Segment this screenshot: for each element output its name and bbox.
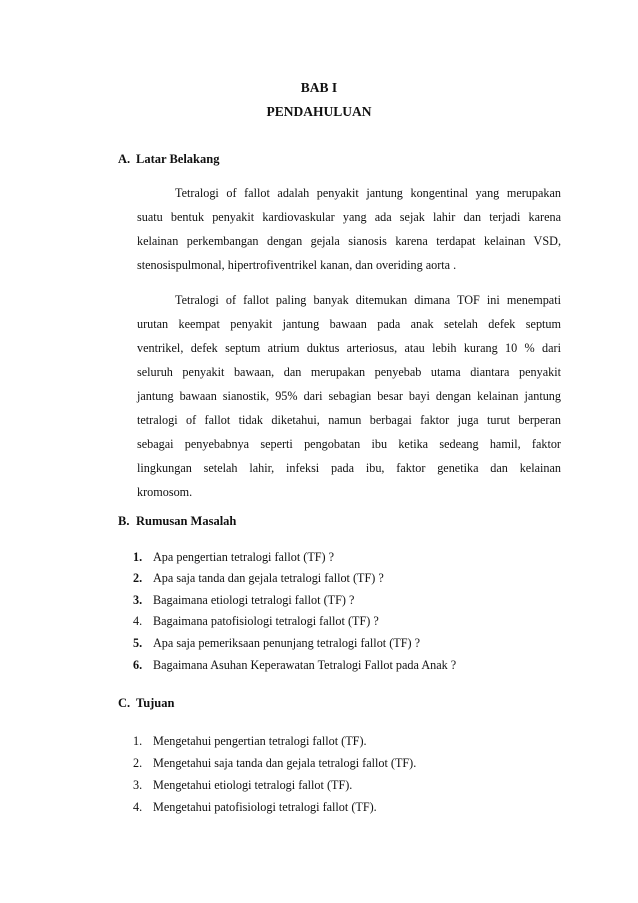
paragraph-line: lingkungan setelah lahir, infeksi pada ibu, faktor genetika dan kelainan bbox=[137, 461, 561, 475]
section-a-title: Latar Belakang bbox=[136, 152, 220, 166]
list-item: 4. Bagaimana patofisiologi tetralogi fallot (TF) ? bbox=[133, 614, 379, 628]
list-item: 5. Apa saja pemeriksaan penunjang tetralogi fallot (TF) ? bbox=[133, 636, 421, 650]
list-item: 4. Mengetahui patofisiologi tetralogi fallot (TF). bbox=[133, 800, 377, 814]
list-item: 3. Mengetahui etiologi tetralogi fallot (TF). bbox=[133, 778, 353, 792]
paragraph-line: kromosom. bbox=[137, 485, 193, 499]
paragraph-line: kelainan perkembangan dengan gejala sianosis karena terdapat kelainan VSD, bbox=[137, 234, 561, 248]
chapter-title: PENDAHULUAN bbox=[266, 104, 372, 119]
section-c-label: C. bbox=[118, 696, 131, 710]
paragraph-line: stenosispulmonal, hipertrofiventrikel kanan, dan overiding aorta . bbox=[137, 258, 457, 272]
list-item: 6. Bagaimana Asuhan Keperawatan Tetralogi Fallot pada Anak ? bbox=[133, 658, 457, 672]
section-b-label: B. bbox=[118, 514, 130, 528]
paragraph-line: urutan keempat penyakit jantung bawaan pada anak setelah defek septum bbox=[137, 317, 561, 331]
chapter-number: BAB I bbox=[300, 80, 338, 95]
section-a-heading bbox=[118, 152, 219, 167]
paragraph-line: sebagai penyebabnya seperti pengobatan ibu ketika sedeang hamil, faktor bbox=[137, 437, 561, 451]
paragraph-line: tetralogi of fallot tidak diketahui, namun berbagai faktor juga turut berperan bbox=[137, 413, 561, 427]
list-item: 2. Apa saja tanda dan gejala tetralogi fallot (TF) ? bbox=[133, 571, 384, 585]
paragraph-line: Tetralogi of fallot paling banyak ditemukan dimana TOF ini menempati bbox=[175, 293, 561, 307]
section-c-title: Tujuan bbox=[136, 696, 175, 710]
paragraph-line: Tetralogi of fallot adalah penyakit jantung kongentinal yang merupakan bbox=[175, 186, 561, 200]
section-c-heading bbox=[118, 696, 174, 711]
list-item: 1. Apa pengertian tetralogi fallot (TF) ? bbox=[133, 550, 335, 564]
list-item: 3. Bagaimana etiologi tetralogi fallot (TF) ? bbox=[133, 593, 355, 607]
section-a-label: A. bbox=[118, 152, 131, 166]
paragraph-line: jantung bawaan sianostik, 95% dari sebagian besar bayi dengan kelainan jantung bbox=[137, 389, 561, 403]
list-item: 1. Mengetahui pengertian tetralogi fallot (TF). bbox=[133, 734, 367, 748]
paragraph-line: ventrikel, defek septum atrium duktus arteriosus, atau lebih kurang 10 % dari bbox=[137, 341, 561, 355]
paragraph-line: seluruh penyakit bawaan, dan merupakan penyebab utama diantara penyakit bbox=[137, 365, 561, 379]
section-b-heading bbox=[118, 514, 236, 529]
paragraph-line: suatu bentuk penyakit kardiovaskular yang ada sejak lahir dan terjadi karena bbox=[137, 210, 561, 224]
list-item: 2. Mengetahui saja tanda dan gejala tetralogi fallot (TF). bbox=[133, 756, 417, 770]
section-b-title: Rumusan Masalah bbox=[136, 514, 237, 528]
